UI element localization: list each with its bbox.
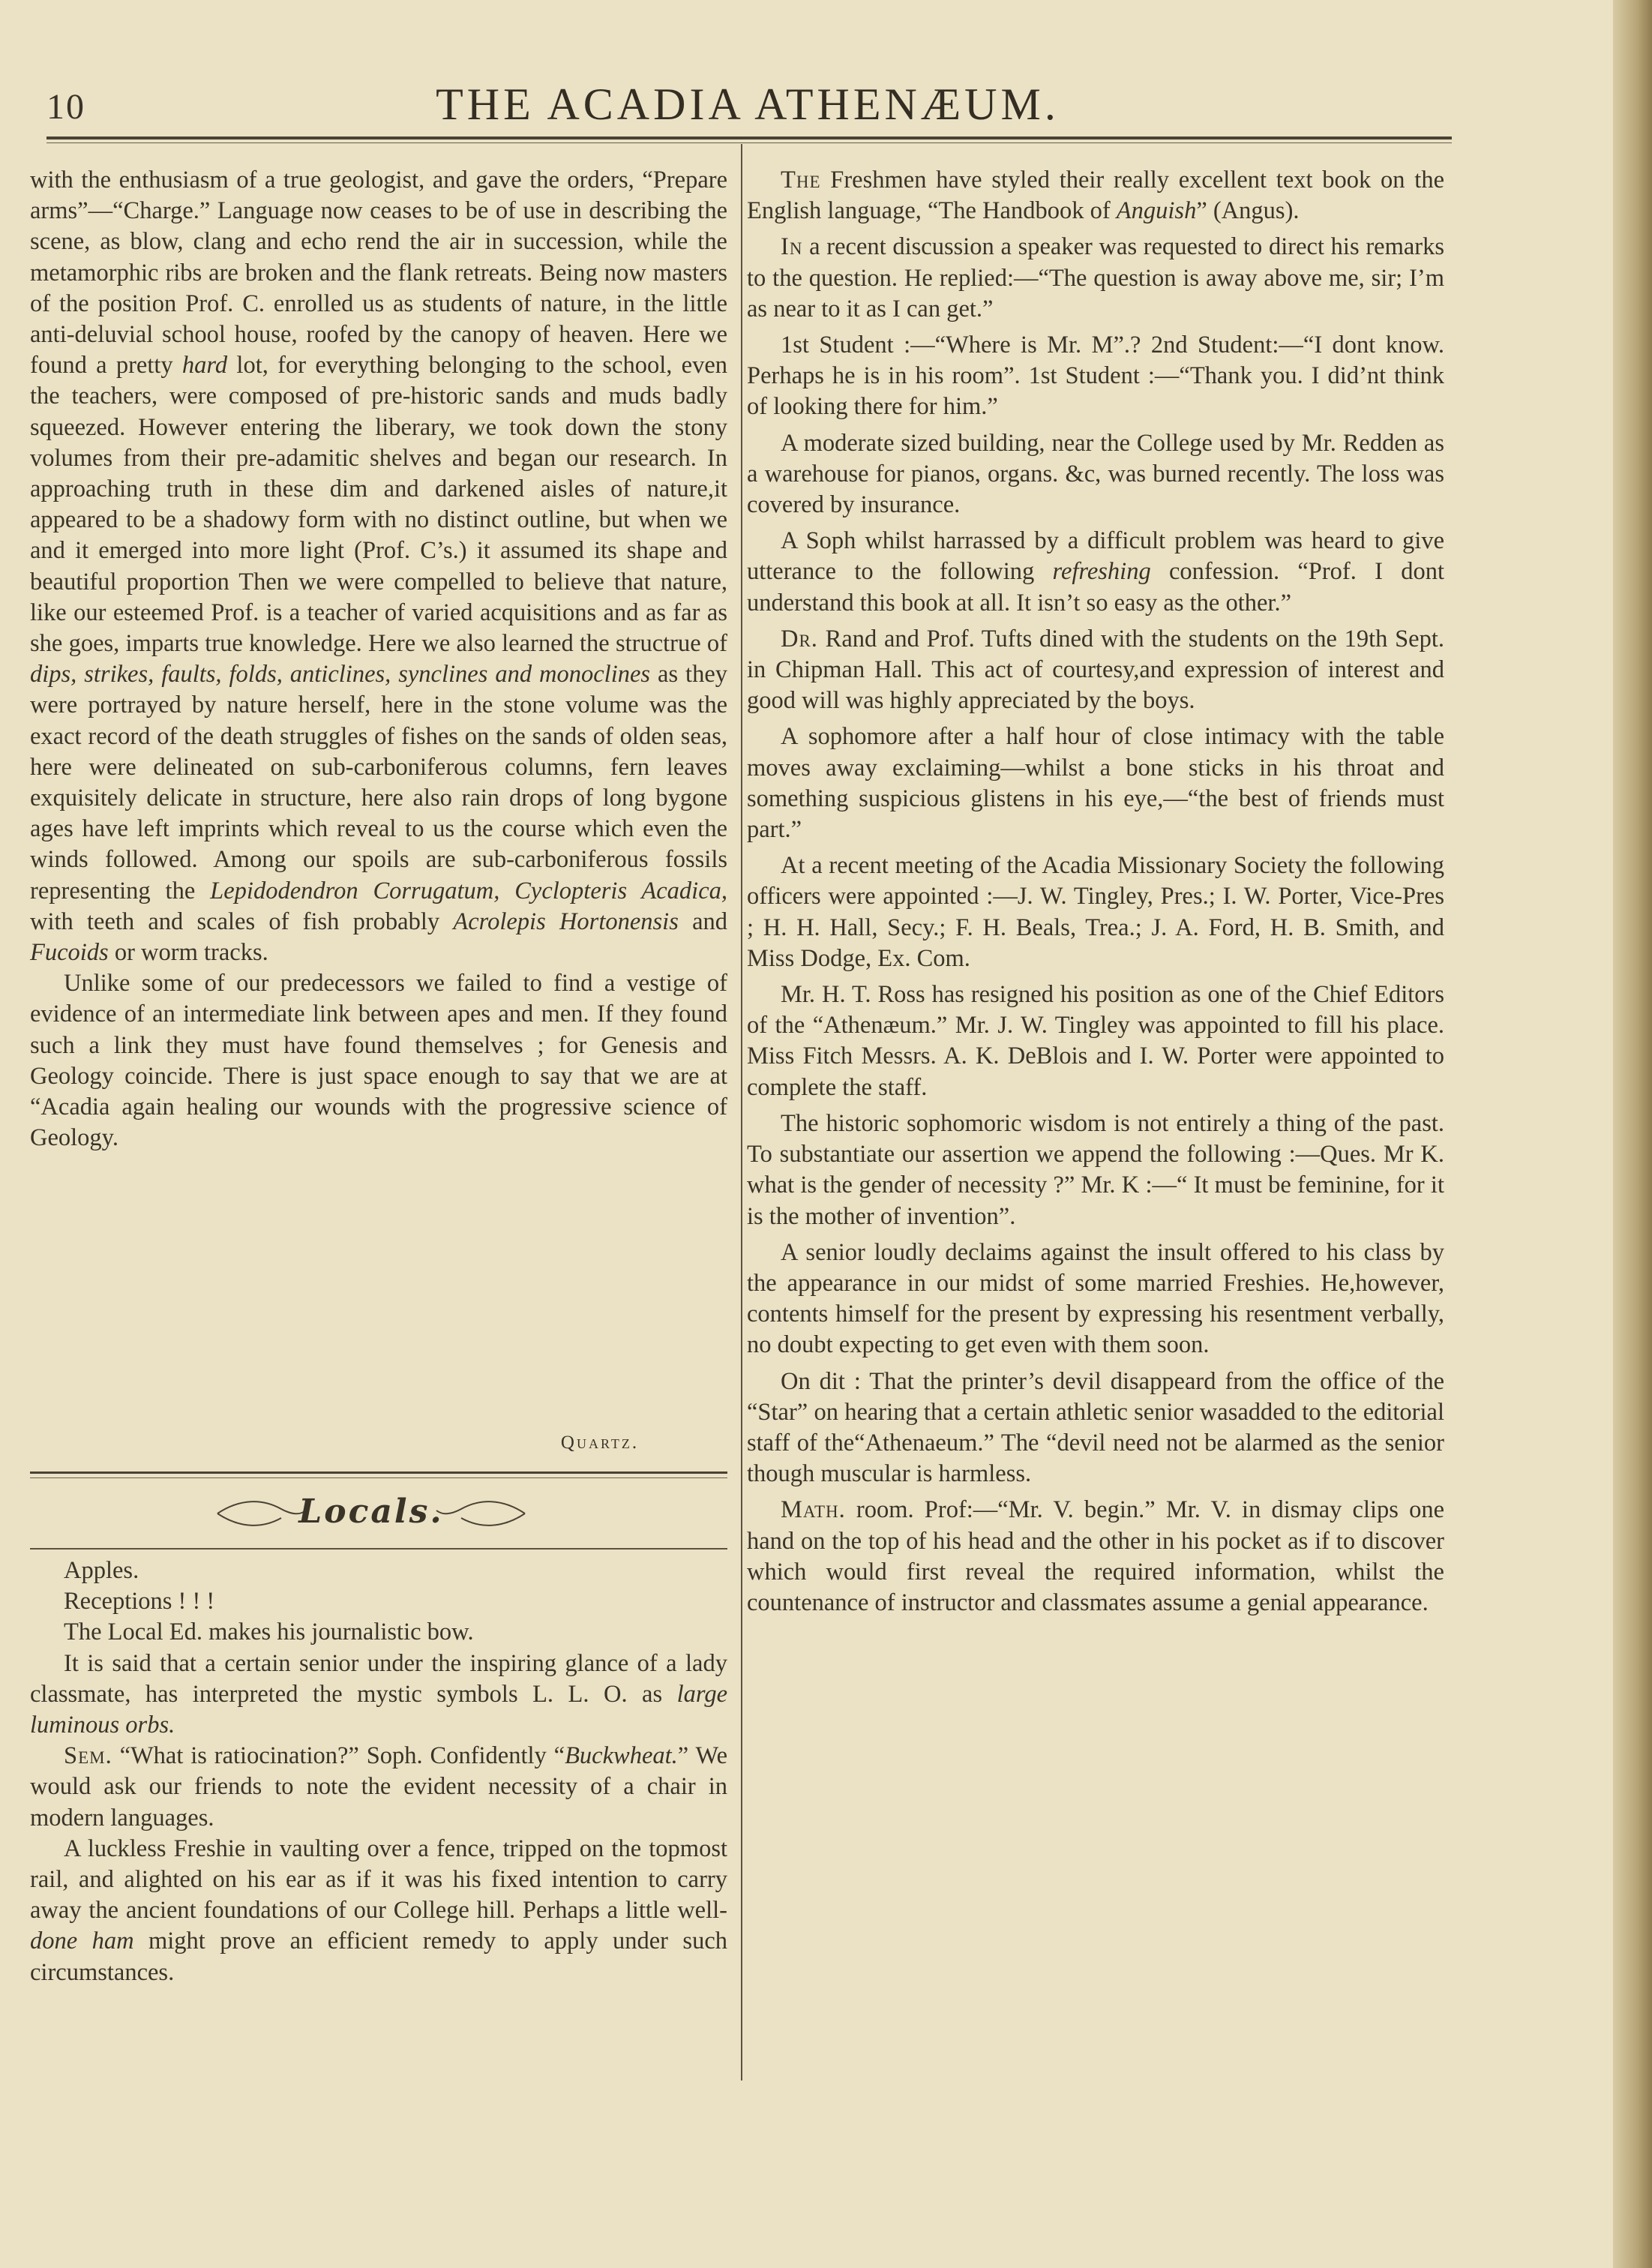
page-header [46,79,1449,139]
column-separator [741,144,742,2080]
local-item: At a recent meeting of the Acadia Missionary Society the following officers were appointed :—J. W. Tingley, Pres.; I. W. Porter, Vice-Pres ; H. H. Hall, Secy.; F. H. Beals, Trea.; J. A. Ford, H. B. Smith, and Miss Dodge, Ex. Com. [747,852,1444,972]
section-rule-bottom [30,1548,727,1550]
local-item: Receptions ! ! ! [64,1588,215,1616]
locals-section [30,1556,727,1988]
article-paragraph: with the enthusiasm of a true geologist, and gave the orders, “Prepare arms”—“Charge.” Language now ceases to be of use in describing the scene, as blow, clang and echo rend the air in succession, while the metamorphic ribs are broken and the flank retreats. Being now masters of the position Prof. C. enrolled us as students of nature, in the little anti-deluvial school house, roofed by the canopy of heaven. Here we found a pretty hard lot, for everything belonging to the school, even the teachers, were composed of pre-historic sands and muds badly squeezed. However entering the liberary, we took down the stony volumes from their pre-adamitic shelves and began our research. In approaching truth in these dim and darkened aisles of nature,it appeared to be a shadowy form with no distinct outline, but when we and it emerged into more light (Prof. C’s.) it assumed its shape and beautiful proportion Then we were compelled to believe that nature, like our esteemed Prof. is a teacher of varied acquisitions and as far as she goes, imparts true knowledge. Here we also learned the structrue of dips, strikes, faults, folds, anticlines, synclines and monoclines as they were portrayed by nature herself, here in the stone volume was the exact record of the death struggles of fishes on the sands of olden seas, here were delineated on sub-carboniferous columns, fern leaves exquisitely delicate in structure, here also rain drops of long bygone ages have left imprints which reveal to us the course which even the winds followed. Among our spoils are sub-carboniferous fossils representing the Lepidodendron Corrugatum, Cyclopteris Acadica, with teeth and scales of fish probably Acrolepis Hortonensis and Fucoids or worm tracks. [30,166,728,967]
local-item: 1st Student :—“Where is Mr. M”.? 2nd Student:—“I dont know. Perhaps he is in his room”. 1st Student :—“Thank you. I did’nt think of looking there for him.” [747,332,1444,421]
local-item: A sophomore after a half hour of close intimacy with the table moves away exclaiming—whilst a bone sticks in his throat and something suspicious glistens in his eye,—“the best of friends must part.” [747,723,1444,844]
header-rule [46,136,1452,140]
header-rule-thin [46,142,1452,143]
page-edge [1613,0,1652,2268]
local-item: Apples. [64,1557,139,1584]
local-item: The historic sophomoric wisdom is not entirely a thing of the past. To substantiate our assertion we append the following :—Ques. Mr K. what is the gender of necessity ?” Mr. K :—“ It must be feminine, for it is the mother of invention”. [747,1109,1444,1230]
local-item: In a recent discussion a speaker was requested to direct his remarks to the question. He replied:—“The question is away above me, sir; I’m as near to it as I can get.” [747,233,1444,322]
local-item: A luckless Freshie in vaulting over a fence, tripped on the topmost rail, and alighted on his ear as if it was his fixed intention to carry away the ancient foundations of our College hill. Perhaps a little well-done ham might prove an efficient remedy to apply under such circumstances. [30,1834,727,1986]
local-item: On dit : That the printer’s devil disappeard from the office of the “Star” on hearing that a certain athletic senior wasadded to the editorial staff of the“Athenaeum.” The “devil need not be alarmed as the senior though muscular is harmless. [747,1367,1444,1488]
local-item: A Soph whilst harrassed by a difficult problem was heard to give utterance to the following refreshing confession. “Prof. I dont understand this book at all. It isn’t so easy as the other.” [747,527,1444,616]
locals-continued [747,165,1444,1624]
local-item: A moderate sized building, near the College used by Mr. Redden as a warehouse for pianos, organs. &c, was burned recently. The loss was covered by insurance. [747,429,1444,519]
local-item: Math. room. Prof:—“Mr. V. begin.” Mr. V. in dismay clips one hand on the top of his head and the other in his pocket as if to discover which would first reveal the required information, whilst the countenance of instructor and classmates assume a genial appearance. [747,1496,1445,1616]
section-rule [30,1472,727,1474]
locals-heading [210,1492,532,1534]
article-paragraph: Unlike some of our predecessors we failed to find a vestige of evidence of an intermediate link between apes and men. If they found such a link they must have found themselves ; for Genesis and Geology coincide. There is just space enough to say that we are at “Acadia again healing our wounds with the progressive science of Geology. [30,970,727,1152]
local-item: Dr. Rand and Prof. Tufts dined with the students on the 19th Sept. in Chipman Hall. This act of courtesy,and expression of interest and good will was highly appreciated by the boys. [747,625,1445,715]
page-number: 10 [46,87,85,127]
local-item: Sem. “What is ratiocination?” Soph. Confidently “Buckwheat.” We would ask our friends to note the evident necessity of a chair in modern languages. [30,1742,727,1832]
local-item: The Local Ed. makes his journalistic bow. [64,1618,474,1646]
local-item: It is said that a certain senior under the inspiring glance of a lady classmate, has interpreted the mystic symbols L. L. O. as large luminous orbs. [30,1649,728,1739]
author-signature: Quartz. [560,1432,640,1453]
local-item: The Freshmen have styled their really excellent text book on the English language, “The Handbook of Anguish” (Angus). [747,166,1444,225]
local-item: Mr. H. T. Ross has resigned his position as one of the Chief Editors of the “Athenæum.” Mr. J. W. Tingley was appointed to fill his place. Miss Fitch Messrs. A. K. DeBlois and I. W. Porter were appointed to complete the staff. [747,981,1444,1101]
locals-title: Locals. [298,1492,444,1531]
geology-article [30,165,727,1154]
masthead: THE ACADIA ATHENÆUM. [436,80,1060,129]
local-item: A senior loudly declaims against the insult offered to his class by the appearance in our midst of some married Freshies. He,however, contents himself for the present by expressing his resentment verbally, no doubt expecting to get even with them soon. [747,1238,1444,1359]
